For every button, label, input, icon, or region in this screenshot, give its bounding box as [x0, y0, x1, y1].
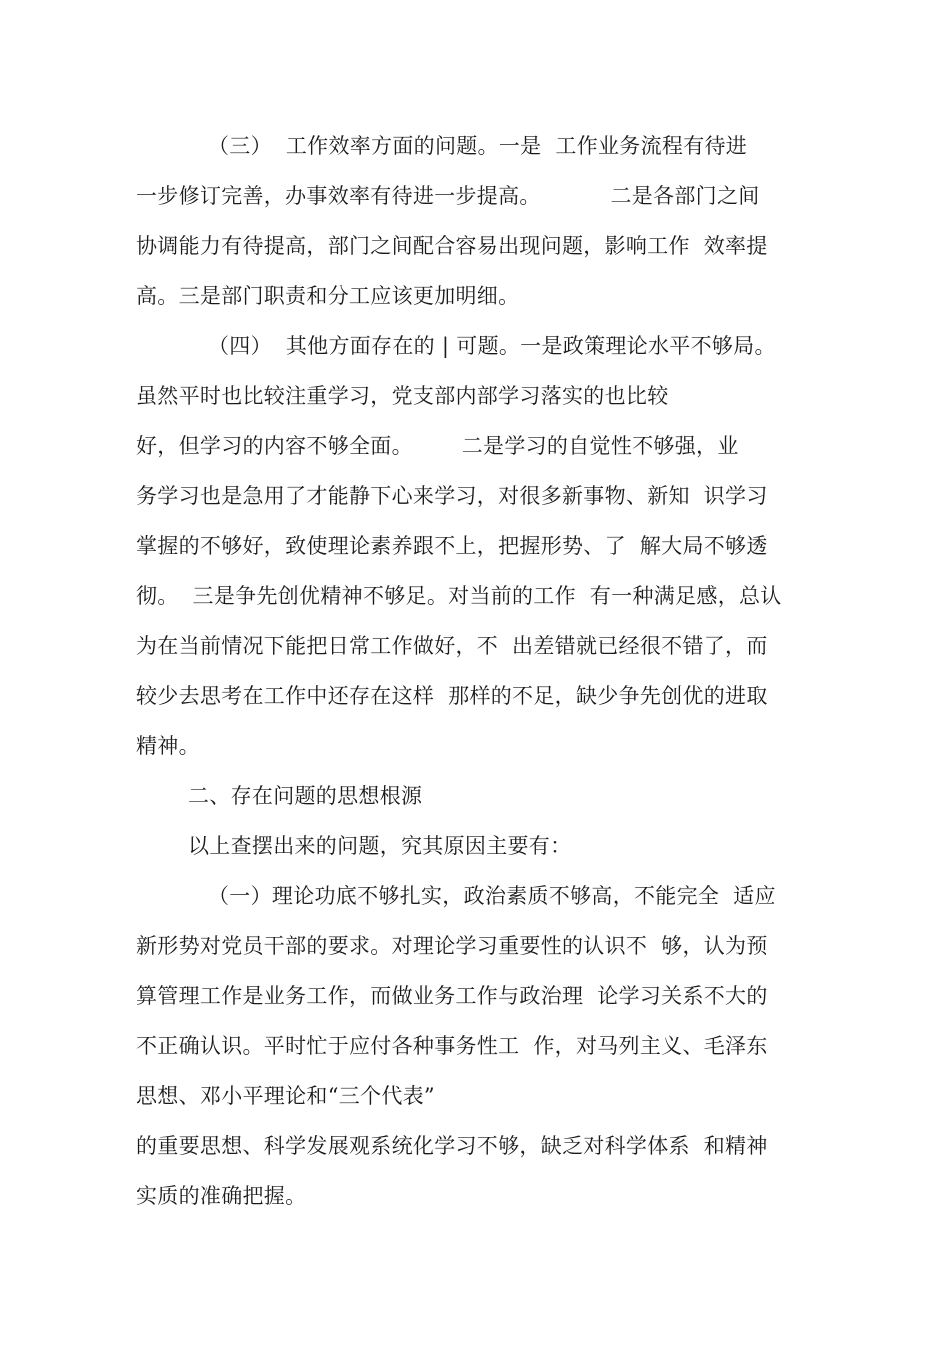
text-line: 好，但学习的内容不够全面。 二是学习的自觉性不够强，业	[136, 434, 739, 458]
text-line: 思想、邓小平理论和“三个代表”	[136, 1084, 435, 1108]
text-line: （四） 其他方面存在的 | 可题。一是政策理论水平不够局。	[208, 334, 776, 358]
text-line: 一步修订完善，办事效率有待进一步提高。 二是各部门之间	[136, 184, 760, 208]
text-line: 精神。	[136, 734, 200, 758]
text-line: 算管理工作是业务工作，而做业务工作与政治理 论学习关系不大的	[136, 984, 768, 1008]
text-line: 实质的准确把握。	[136, 1184, 307, 1208]
text-line: （三） 工作效率方面的问题。一是 工作业务流程有待进	[208, 134, 748, 158]
text-line: 协调能力有待提高，部门之间配合容易出现问题，影响工作 效率提	[136, 234, 768, 258]
text-line: 高。三是部门职责和分工应该更加明细。	[136, 284, 520, 308]
text-line: 的重要思想、科学发展观系统化学习不够，缺乏对科学体系 和精神	[136, 1134, 768, 1158]
text-line: 新形势对党员干部的要求。对理论学习重要性的认识不 够，认为预	[136, 934, 768, 958]
text-line: 彻。 三是争先创优精神不够足。对当前的工作 有一种满足感，总认	[136, 584, 782, 608]
text-line: 务学习也是急用了才能静下心来学习，对很多新事物、新知 识学习	[136, 484, 768, 508]
text-line: 掌握的不够好，致使理论素养跟不上，把握形势、了 解大局不够透	[136, 534, 768, 558]
text-line: 虽然平时也比较注重学习，党支部内部学习落实的也比较	[136, 384, 669, 408]
text-line: 为在当前情况下能把日常工作做好，不 出差错就已经很不错了，而	[136, 634, 768, 658]
text-line: 以上查摆出来的问题，究其原因主要有：	[188, 834, 572, 858]
text-line: 不正确认识。平时忙于应付各种事务性工 作，对马列主义、毛泽东	[136, 1034, 768, 1058]
section-heading: 二、存在问题的思想根源	[188, 784, 423, 808]
text-line: （一）理论功底不够扎实，政治素质不够高，不能完全 适应	[208, 884, 776, 908]
text-line: 较少去思考在工作中还存在这样 那样的不足，缺少争先创优的进取	[136, 684, 768, 708]
